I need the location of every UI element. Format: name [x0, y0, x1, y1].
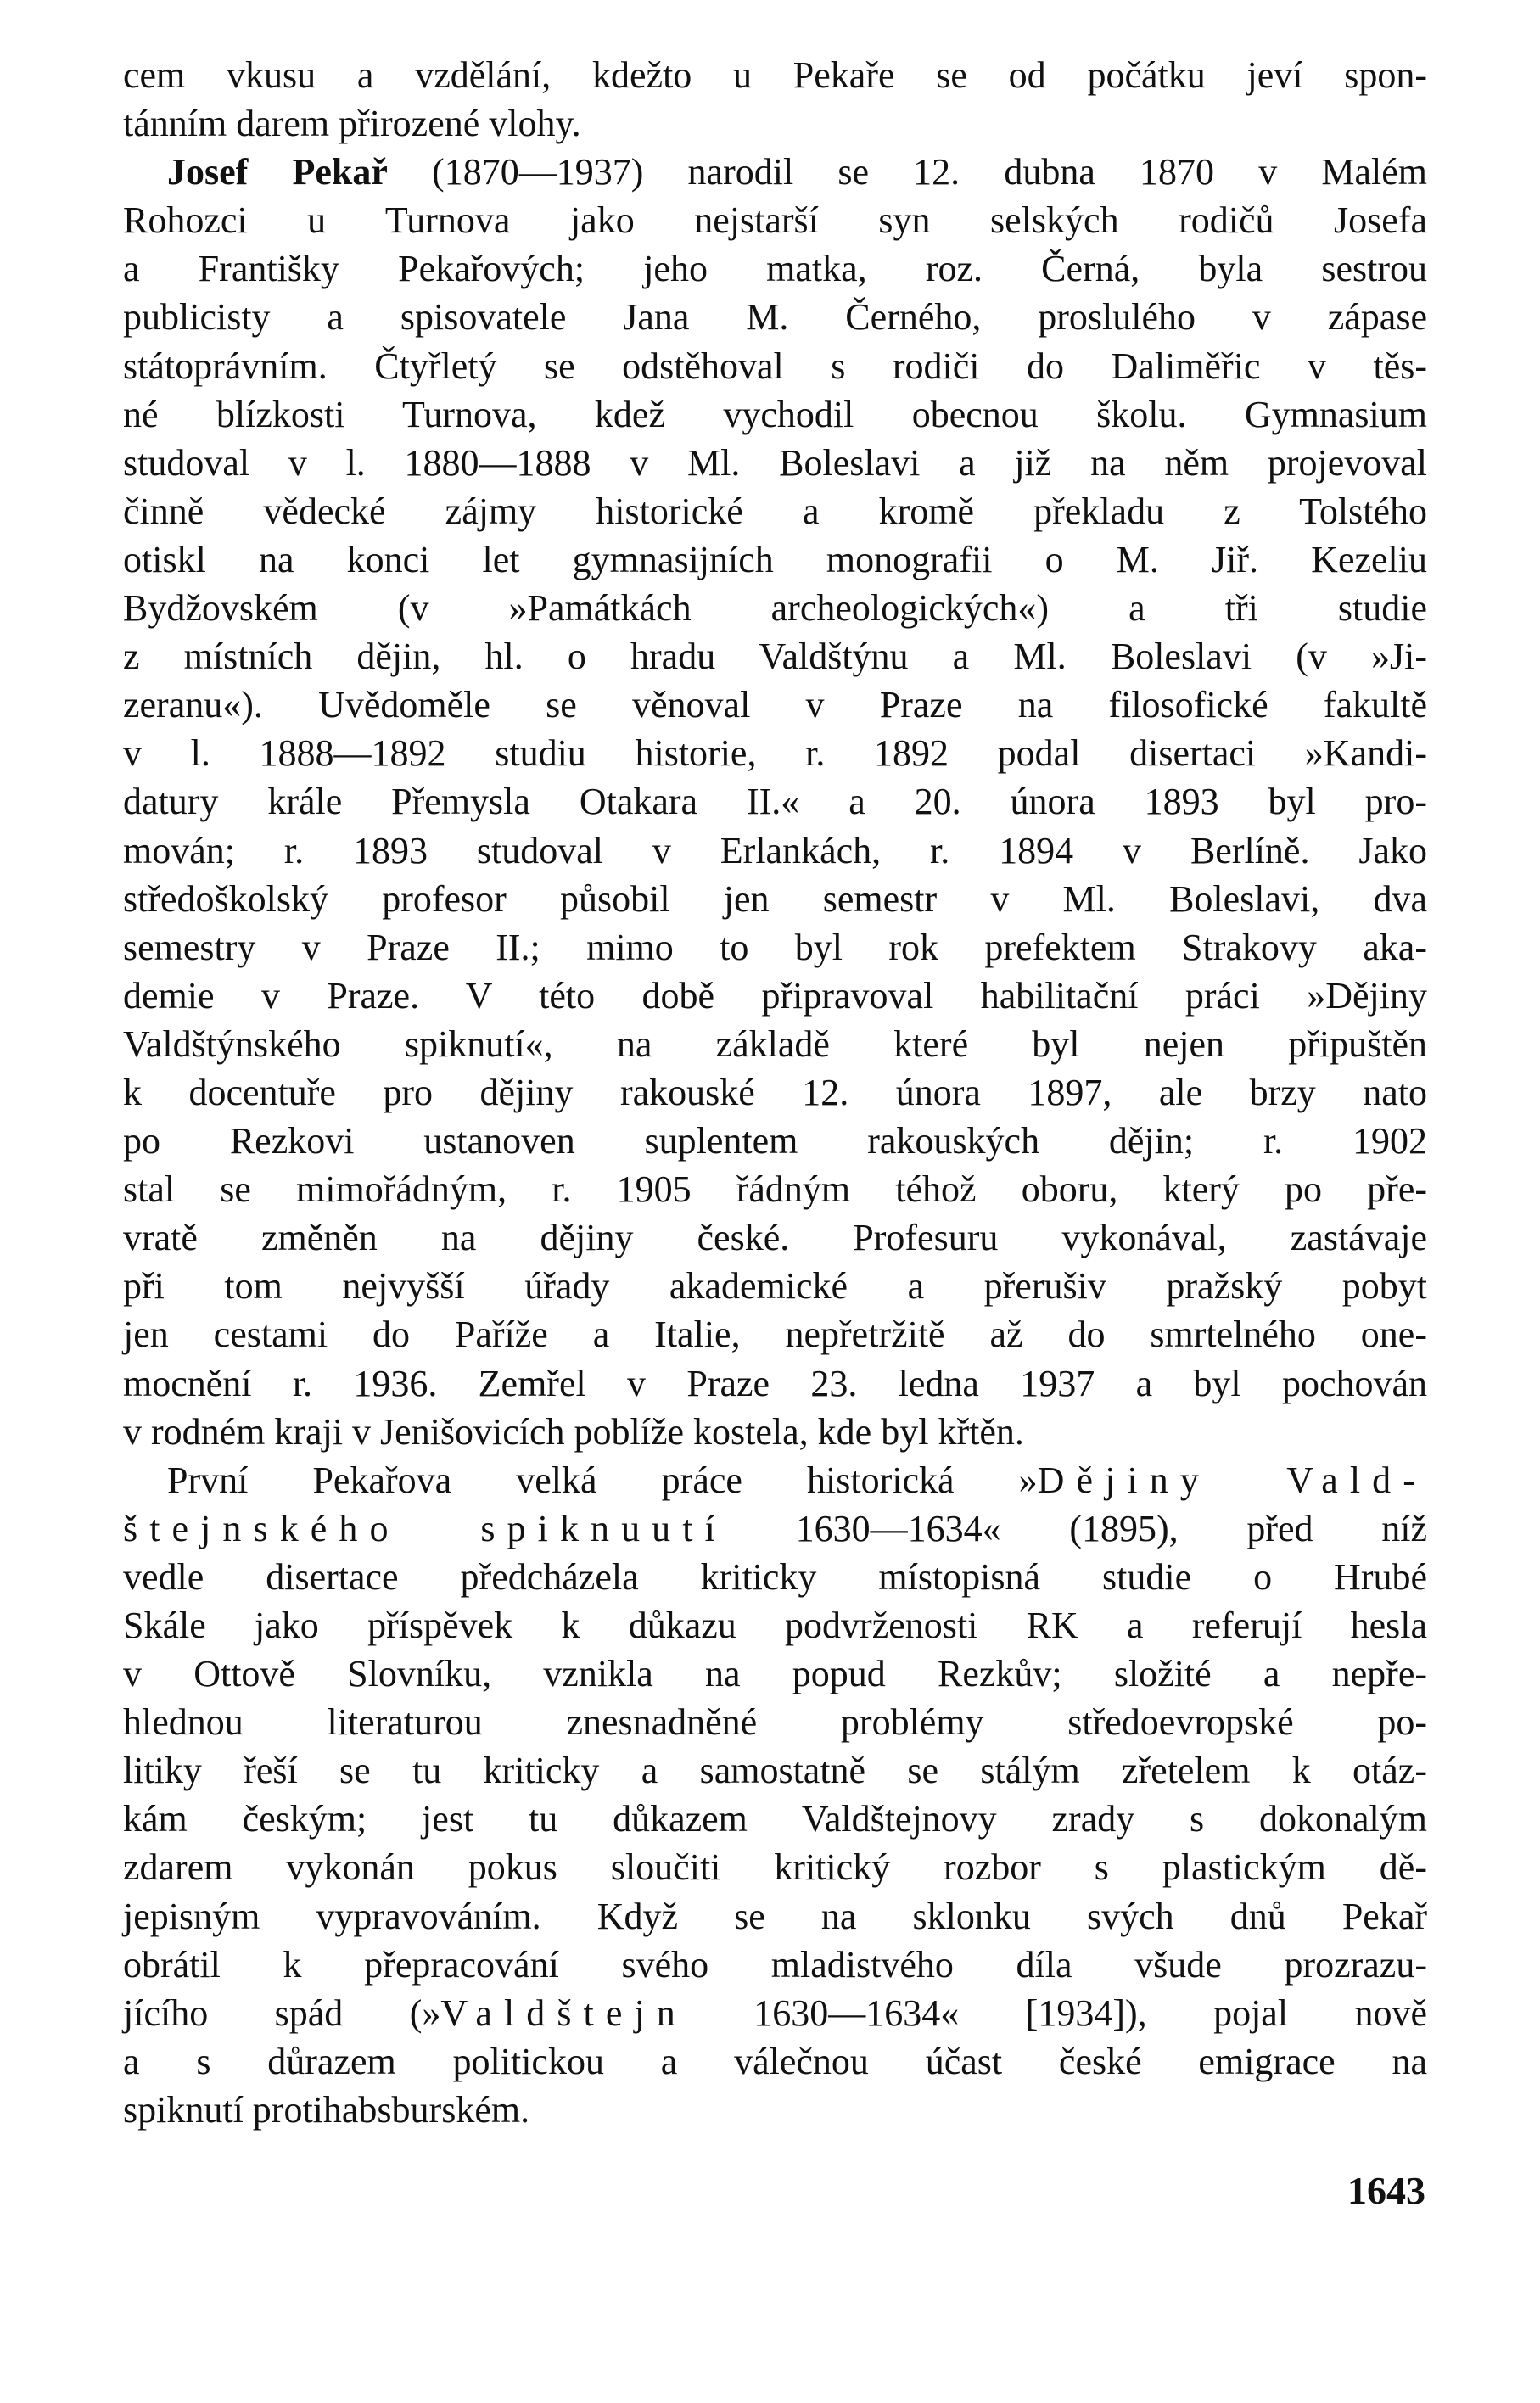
text-line: spiknutí protihabsburském.	[123, 2088, 530, 2131]
text-line: a s důrazem politickou a válečnou účast české emigrace na	[123, 2040, 1427, 2082]
text-line: studoval v l. 1880—1888 v Ml. Boleslavi a již na něm projevoval	[123, 441, 1427, 484]
text-line: zeranu«). Uvědoměle se věnoval v Praze na filosofické fakultě	[123, 684, 1427, 726]
text-line	[123, 1504, 1427, 1553]
text-line: zdarem vykonán pokus sloučiti kritický rozbor s plastickým dě-	[123, 1846, 1427, 1889]
text-line: vedle disertace předcházela kriticky místopisná studie o Hrubé	[123, 1555, 1427, 1598]
text-line: cem vkusu a vzdělání, kdežto u Pekaře se od počátku jeví spon-	[123, 54, 1427, 96]
text-line: jepisným vypravováním. Když se na sklonku svých dnů Pekař	[123, 1895, 1427, 1937]
text-line: a Františky Pekařových; jeho matka, roz. Černá, byla sestrou	[123, 248, 1427, 290]
text-line: litiky řeší se tu kriticky a samostatně se stálým zřetelem k otáz-	[123, 1750, 1427, 1792]
text-line	[123, 1989, 1427, 2037]
text-fragment: 1630—1634« [1934]), pojal nově	[686, 1991, 1427, 2034]
text-line: mocnění r. 1936. Zemřel v Praze 23. ledna 1937 a byl pochován	[123, 1362, 1427, 1404]
text-line: Rohozci u Turnova jako nejstarší syn selských rodičů Josefa	[123, 199, 1427, 242]
text-line: vratě změněn na dějiny české. Profesuru vykonával, zastávaje	[123, 1217, 1427, 1259]
text-line: při tom nejvyšší úřady akademické a přerušiv pražský pobyt	[123, 1265, 1427, 1308]
text-line: činně vědecké zájmy historické a kromě překladu z Tolstého	[123, 490, 1427, 532]
text-line: Skále jako příspěvek k důkazu podvrženosti RK a referují hesla	[123, 1605, 1427, 1646]
text-line: hlednou literaturou znesnadněné problémy středoevropské po-	[123, 1701, 1427, 1744]
text-line: mován; r. 1893 studoval v Erlankách, r. 1894 v Berlíně. Jako	[123, 829, 1427, 871]
document-page	[123, 51, 1427, 2342]
text-line: stal se mimořádným, r. 1905 řádným téhož oboru, který po pře-	[123, 1168, 1427, 1211]
bio-name: Josef Pekař	[167, 151, 388, 193]
text-line: z místních dějin, hl. o hradu Valdštýnu a Ml. Boleslavi (v »Ji-	[123, 636, 1427, 678]
text-line: publicisty a spisovatele Jana M. Černého, proslulého v zápase	[123, 296, 1427, 339]
text-line: k docentuře pro dějiny rakouské 12. února 1897, ale brzy nato	[123, 1071, 1427, 1113]
spaced-title: štejnského spiknuutí	[123, 1507, 727, 1549]
text-line: státoprávním. Čtyřletý se odstěhoval s rodiči do Daliměřic v těs-	[123, 344, 1427, 387]
text-fragment: jícího spád (»	[123, 1991, 441, 2034]
text-line: v rodném kraji v Jenišovicích poblíže kostela, kde byl křtěn.	[123, 1410, 1024, 1453]
text-line: v l. 1888—1892 studiu historie, r. 1892 podal disertaci »Kandi-	[123, 732, 1427, 775]
text-line: v Ottově Slovníku, vznikla na popud Rezkův; složité a nepře-	[123, 1653, 1427, 1695]
text-line: jen cestami do Paříže a Italie, nepřetržitě až do smrtelného one-	[123, 1314, 1427, 1356]
text-line: datury krále Přemysla Otakara II.« a 20. února 1893 byl pro-	[123, 781, 1427, 823]
text-fragment: První Pekařova velká práce historická »	[167, 1459, 1038, 1501]
text-line	[123, 148, 1427, 196]
text-line: Valdštýnského spiknutí«, na základě které byl nejen připuštěn	[123, 1022, 1427, 1065]
text-line: demie v Praze. V této době připravoval habilitační práci »Dějiny	[123, 974, 1427, 1017]
spaced-title: Dějiny Vald-	[1037, 1459, 1427, 1501]
text-line: otiskl na konci let gymnasijních monografii o M. Jiř. Kezeliu	[123, 538, 1427, 580]
text-fragment: (1870—1937) narodil se 12. dubna 1870 v Malém	[387, 151, 1427, 193]
spaced-title: Valdštejn	[440, 1991, 687, 2034]
text-line: kám českým; jest tu důkazem Valdštejnovy zrady s dokonalým	[123, 1798, 1427, 1840]
text-line: né blízkosti Turnova, kdež vychodil obecnou školu. Gymnasium	[123, 393, 1427, 435]
text-line: obrátil k přepracování svého mladistvého díla všude prozrazu-	[123, 1943, 1427, 1986]
page-number: 1643	[1347, 2169, 1425, 2212]
text-line: tánním darem přirozené vlohy.	[123, 103, 581, 145]
text-fragment: 1630—1634« (1895), před níž	[726, 1507, 1427, 1549]
text-line: semestry v Praze II.; mimo to byl rok prefektem Strakovy aka-	[123, 926, 1427, 968]
text-line: po Rezkovi ustanoven suplentem rakouských dějin; r. 1902	[123, 1120, 1427, 1162]
body-text	[123, 51, 1427, 2134]
text-line	[123, 1456, 1427, 1504]
text-line: Bydžovském (v »Památkách archeologických«) a tři studie	[123, 587, 1427, 630]
text-line: středoškolský profesor působil jen semestr v Ml. Boleslavi, dva	[123, 877, 1427, 920]
